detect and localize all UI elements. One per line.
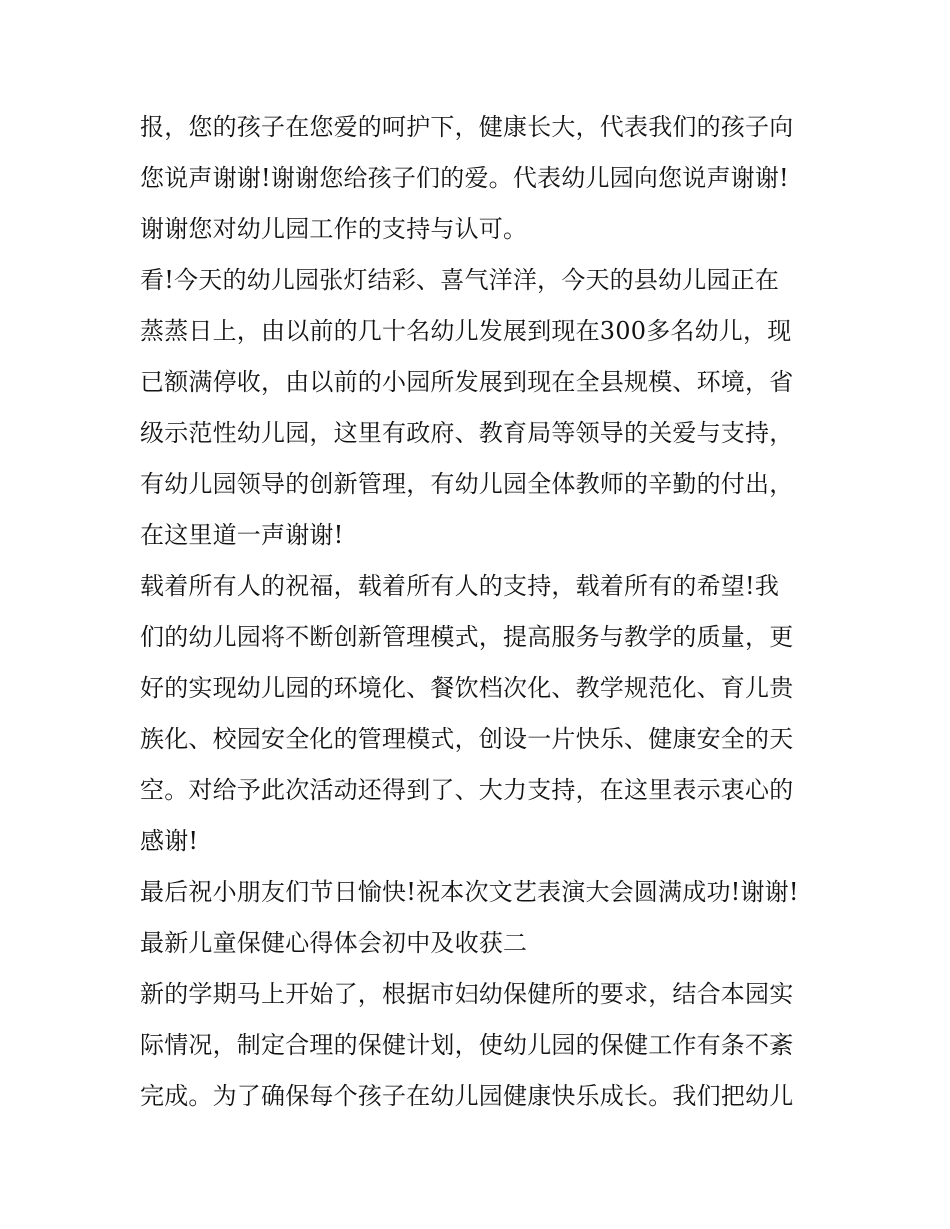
text-line: 您说声谢谢!谢谢您给孩子们的爱。代表幼儿园向您说声谢谢! [140,164,789,192]
text-line: 蒸蒸日上，由以前的几十名幼儿发展到现在300多名幼儿，现 [140,317,792,345]
text-line: 感谢! [140,827,199,855]
section-heading: 最新儿童保健心得体会初中及收获二 [140,929,528,957]
text-line: 在这里道一声谢谢! [140,521,344,549]
document-body [140,102,820,1122]
text-line: 看!今天的幼儿园张灯结彩、喜气洋洋，今天的县幼儿园正在 [140,266,780,294]
text-line: 最后祝小朋友们节日愉快!祝本次文艺表演大会圆满成功!谢谢! [140,878,799,906]
text-line: 们的幼儿园将不断创新管理模式，提高服务与教学的质量，更 [140,623,794,651]
text-line: 报，您的孩子在您爱的呵护下，健康长大，代表我们的孩子向 [140,113,794,141]
text-line: 有幼儿园领导的创新管理，有幼儿园全体教师的辛勤的付出， [140,470,794,498]
text-line: 空。对给予此次活动还得到了、大力支持，在这里表示衷心的 [140,776,794,804]
text-line: 际情况，制定合理的保健计划，使幼儿园的保健工作有条不紊 [140,1031,794,1059]
text-line: 族化、校园安全化的管理模式，创设一片快乐、健康安全的天 [140,725,794,753]
text-line: 谢谢您对幼儿园工作的支持与认可。 [140,215,528,243]
text-line: 已额满停收，由以前的小园所发展到现在全县规模、环境，省 [140,368,794,396]
text-line: 新的学期马上开始了，根据市妇幼保健所的要求，结合本园实 [140,980,794,1008]
text-line: 好的实现幼儿园的环境化、餐饮档次化、教学规范化、育儿贵 [140,674,794,702]
text-line: 级示范性幼儿园，这里有政府、教育局等领导的关爱与支持， [140,419,794,447]
text-line: 载着所有人的祝福，载着所有人的支持，载着所有的希望!我 [140,572,780,600]
text-line: 完成。为了确保每个孩子在幼儿园健康快乐成长。我们把幼儿 [140,1082,794,1110]
